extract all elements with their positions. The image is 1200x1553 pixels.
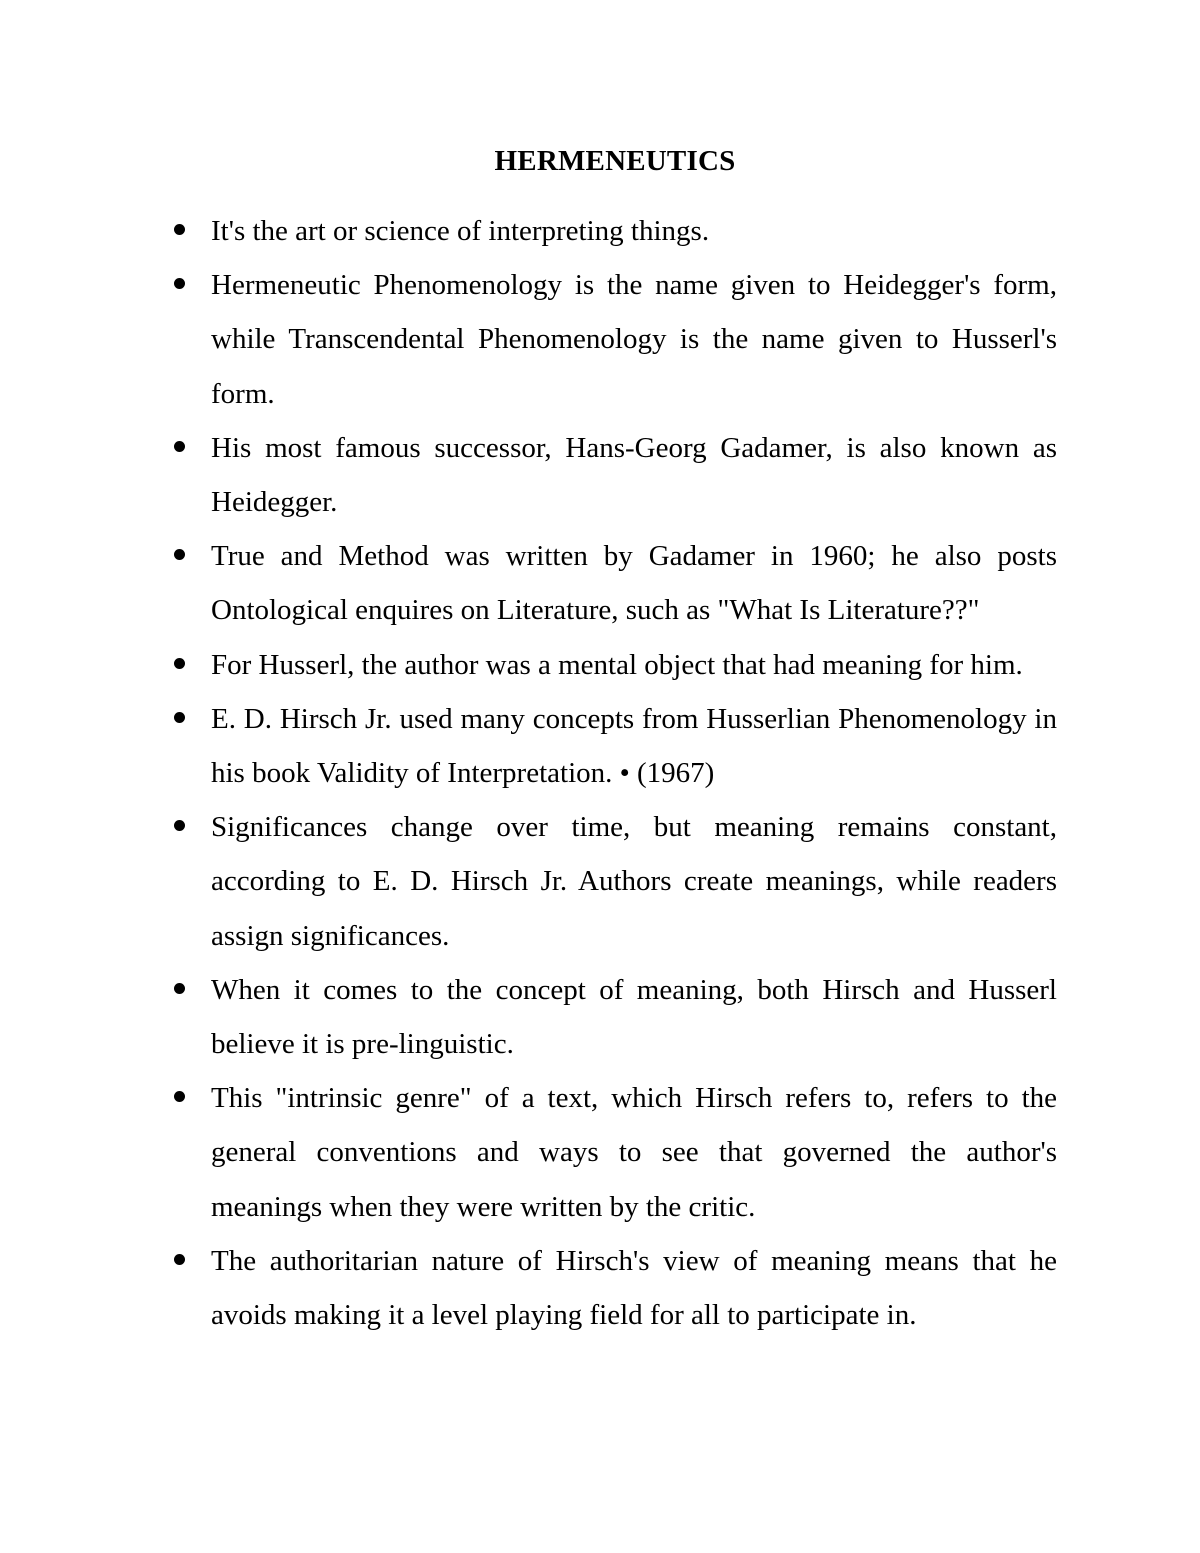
bullet-text: Significances change over time, but meaning remains constant, according to E. D. Hirsch Jr. Authors create meanings, while readers assign significances. (211, 811, 1057, 952)
bullet-icon (174, 983, 185, 994)
bullet-icon (174, 820, 185, 831)
bullet-item (0, 963, 1200, 1071)
bullet-text: True and Method was written by Gadamer in 1960; he also posts Ontological enquires on Literature, such as "What Is Literature??" (211, 540, 1057, 627)
bullet-icon (174, 278, 185, 289)
bullet-text: When it comes to the concept of meaning, both Hirsch and Husserl believe it is pre-linguistic. (211, 973, 1057, 1061)
bullet-icon (174, 549, 185, 560)
bullet-list (0, 204, 1200, 1342)
bullet-item (0, 1071, 1200, 1234)
bullet-item (0, 638, 1200, 692)
bullet-text: It's the art or science of interpreting things. (211, 215, 710, 247)
bullet-item (0, 1234, 1200, 1342)
bullet-item (0, 800, 1200, 963)
bullet-text: For Husserl, the author was a mental object that had meaning for him. (211, 648, 1023, 681)
bullet-icon (174, 712, 185, 723)
bullet-text: His most famous successor, Hans-Georg Gadamer, is also known as Heidegger. (211, 431, 1057, 519)
bullet-item (0, 529, 1200, 637)
bullet-text: This "intrinsic genre" of a text, which Hirsch refers to, refers to the general conventions and ways to see that governed the author's meanings when they were written by the critic. (211, 1082, 1057, 1223)
bullet-text: E. D. Hirsch Jr. used many concepts from Husserlian Phenomenology in his book Validity of Interpretation. • (1967) (211, 702, 1057, 790)
bullet-text: The authoritarian nature of Hirsch's view of meaning means that he avoids making it a level playing field for all to participate in. (211, 1244, 1057, 1332)
bullet-item (0, 204, 1200, 258)
bullet-icon (174, 1091, 185, 1102)
bullet-icon (174, 1254, 185, 1265)
bullet-text: Hermeneutic Phenomenology is the name given to Heidegger's form, while Transcendental Phenomenology is the name given to Husserl's form. (211, 269, 1057, 410)
bullet-item (0, 421, 1200, 529)
bullet-icon (174, 224, 185, 235)
bullet-item (0, 692, 1200, 800)
bullet-icon (174, 658, 185, 669)
bullet-item (0, 258, 1200, 421)
bullet-icon (174, 441, 185, 452)
document-title: HERMENEUTICS (494, 145, 736, 177)
